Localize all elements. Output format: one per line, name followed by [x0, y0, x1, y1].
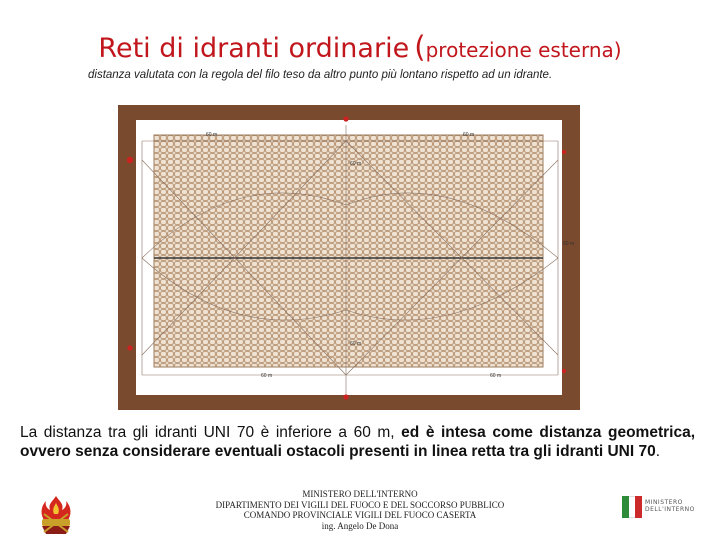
footer-credits — [160, 489, 560, 531]
paragraph-part-3: . — [655, 443, 661, 460]
fire-brigade-emblem-icon — [36, 494, 76, 536]
slide-subtitle: distanza valutata con la regola del filo teso da altro punto più lontano rispetto ad un idrante. — [88, 69, 553, 81]
hydrant-network-plan — [118, 105, 580, 410]
hydrant — [343, 394, 348, 399]
hydrant — [343, 116, 348, 121]
paragraph-part-1: La distanza tra gli idranti UNI 70 è inferiore a 60 m, — [20, 424, 395, 441]
ministry-logo — [622, 494, 702, 522]
distance-label: 60 m — [490, 373, 502, 379]
ministry-flag-icon — [622, 496, 642, 518]
ministry-logo-text: MINISTERO DELL'INTERNO — [645, 499, 695, 513]
hydrant — [562, 369, 566, 373]
distance-label: 60 m — [463, 132, 475, 138]
title-paren: ( — [414, 30, 426, 64]
footer-line-1: MINISTERO DELL'INTERNO — [302, 489, 418, 499]
distance-label: 60 m — [350, 341, 362, 347]
footer-line-4: ing. Angelo De Dona — [321, 520, 399, 531]
distance-label: 60 m — [350, 161, 362, 167]
hydrant — [127, 345, 132, 350]
distance-label: 60 m — [563, 241, 575, 247]
footer-line-2: DIPARTIMENTO DEI VIGILI DEL FUOCO E DEL SOCCORSO PUBBLICO — [215, 499, 505, 510]
explanation-paragraph — [20, 423, 695, 461]
footer-line-3: COMANDO PROVINCIALE VIGILI DEL FUOCO CASERTA — [243, 510, 477, 520]
distance-label: 60 m — [261, 373, 273, 379]
hydrant — [562, 150, 566, 154]
paragraph-part-2: ed è intesa come distanza geometrica, ovvero senza considerare eventuali ostacoli presenti in linea retta tra gli idranti UNI 70 — [20, 424, 695, 460]
distance-label: 60 m — [206, 132, 218, 138]
slide-title — [0, 30, 720, 64]
hydrant — [127, 157, 133, 163]
title-main: Reti di idranti ordinarie — [98, 33, 410, 64]
building — [154, 135, 543, 367]
title-paren-text: protezione esterna) — [425, 38, 622, 62]
